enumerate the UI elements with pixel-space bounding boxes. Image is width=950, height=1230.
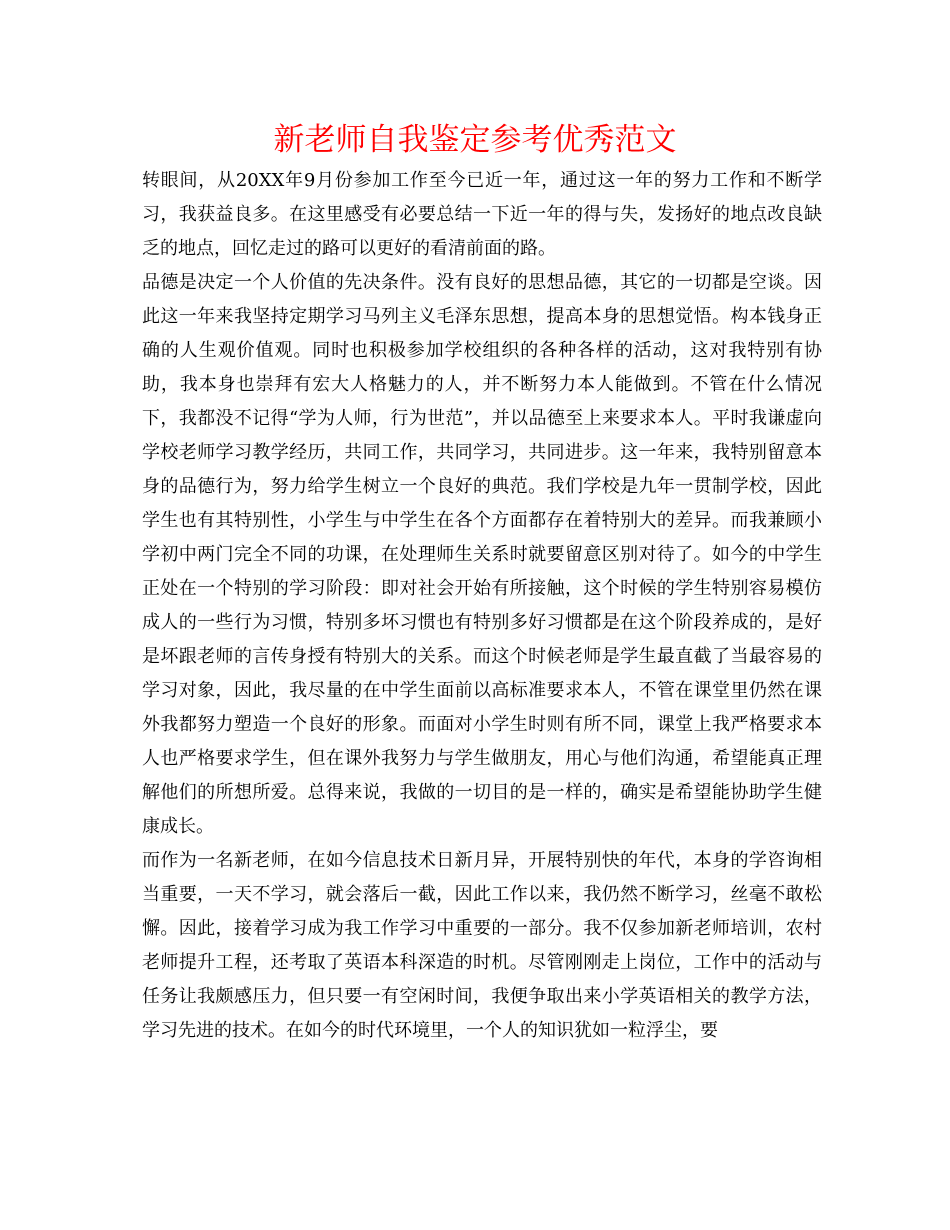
paragraph-intro: 转眼间，从20XX年9月份参加工作至今已近一年，通过这一年的努力工作和不断学习，我获益良多。在这里感受有必要总结一下近一年的得与失，发扬好的地点改良缺乏的地点，回忆走过的路可以更好的看清前面的路。 <box>142 170 822 259</box>
paragraph-morality: 品德是决定一个人价值的先决条件。没有良好的思想品德，其它的一切都是空谈。因此这一年来我坚持定期学习马列主义毛泽东思想，提高本身的思想觉悟。构本钱身正确的人生观价值观。同时也积极参加学校组织的各种各样的活动，这对我特别有协助，我本身也崇拜有宏大人格魅力的人，并不断努力本人能做到。不管在什么情况下，我都没不记得“学为人师，行为世范”，并以品德至上来要求本人。平时我谦虚向学校老师学习教学经历，共同工作，共同学习，共同进步。这一年来，我特别留意本身的品德行为，努力给学生树立一个良好的典范。我们学校是九年一贯制学校，因此学生也有其特别性，小学生与中学生在各个方面都存在着特别大的差异。而我兼顾小学初中两门完全不同的功课，在处理师生关系时就要留意区别对待了。如今的中学生正处在一个特别的学习阶段：即对社会开始有所接触，这个时候的学生特别容易模仿成人的一些行为习惯，特别多坏习惯也有特别多好习惯都是在这个阶段养成的，是好是坏跟老师的言传身授有特别大的关系。而这个时候老师是学生最直截了当最容易的学习对象，因此，我尽量的在中学生面前以高标准要求本人，不管在课堂里仍然在课外我都努力塑造一个良好的形象。而面对小学生时则有所不同，课堂上我严格要求本人也严格要求学生，但在课外我努力与学生做朋友，用心与他们沟通，希望能真正理解他们的所想所爱。总得来说，我做的一切目的是一样的，确实是希望能协助学生健康成长。 <box>142 272 822 837</box>
document-title: 新老师自我鉴定参考优秀范文 <box>273 122 677 158</box>
document-body <box>142 164 822 1048</box>
paragraph-learning: 而作为一名新老师，在如今信息技术日新月异，开展特别快的年代，本身的学咨询相当重要，一天不学习，就会落后一截，因此工作以来，我仍然不断学习，丝毫不敢松懈。因此，接着学习成为我工作学习中重要的一部分。我不仅参加新老师培训，农村老师提升工程，还考取了英语本科深造的时机。尽管刚刚走上岗位，工作中的活动与任务让我颇感压力，但只要一有空闲时间，我便争取出来小学英语相关的教学方法，学习先进的技术。在如今的时代环境里，一个人的知识犹如一粒浮尘，要 <box>142 850 822 1041</box>
